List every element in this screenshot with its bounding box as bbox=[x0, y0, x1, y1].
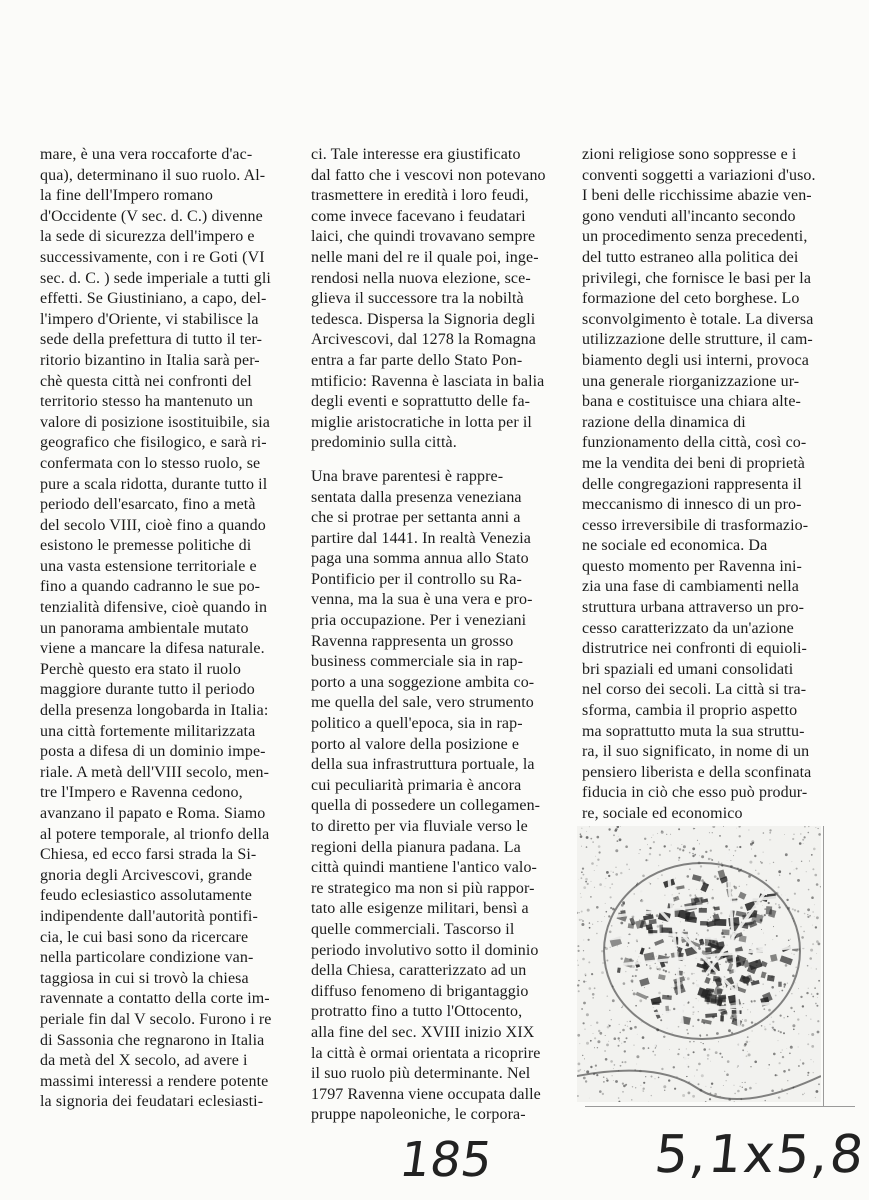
text-line: nella particolare condizione van- bbox=[40, 949, 254, 967]
text-line: periale fin dal V secolo. Furono i re bbox=[40, 1010, 272, 1028]
text-line: posta a difesa di un dominio impe- bbox=[40, 743, 266, 761]
text-line: predominio sulla città. bbox=[311, 434, 457, 452]
text-column-left bbox=[40, 145, 302, 1113]
text-line: sforma, cambia il proprio aspetto bbox=[582, 702, 798, 720]
text-line: regioni della pianura padana. La bbox=[311, 838, 521, 856]
text-line: cesso irreversibile di trasformazio- bbox=[582, 516, 809, 534]
text-line: trasmettere in eredità i loro feudi, bbox=[311, 187, 529, 205]
text-line: tre l'Impero e Ravenna cedono, bbox=[40, 784, 243, 802]
text-line: ritorio bizantino in Italia sarà per- bbox=[40, 351, 260, 369]
text-line: re strategico ma non si più rappor- bbox=[311, 879, 535, 897]
scan-line-bottom bbox=[585, 1106, 855, 1107]
text-line: ma soprattutto muta la sua struttu- bbox=[582, 722, 805, 740]
text-line: ci. Tale interesse era giustificato bbox=[311, 146, 521, 163]
text-line: me la vendita dei beni di proprietà bbox=[582, 454, 805, 472]
text-line: fiducia in ciò che esso può produr- bbox=[582, 784, 808, 802]
text-line: entra a far parte dello Stato Pon- bbox=[311, 351, 523, 369]
text-line: Ravenna rappresenta un grosso bbox=[311, 632, 514, 650]
text-line: privilegi, che fornisce le basi per la bbox=[582, 269, 812, 287]
text-line: zia una fase di cambiamenti nella bbox=[582, 578, 799, 596]
text-line: pensiero liberista e della sconfinata bbox=[582, 763, 812, 781]
text-line: quelle commerciali. Tascorso il bbox=[311, 920, 515, 938]
text-line: distrutrice nei confronti di equioli- bbox=[582, 640, 807, 658]
text-line: paga una somma annua allo Stato bbox=[311, 550, 529, 568]
text-line: una generale riorganizzazione ur- bbox=[582, 372, 800, 390]
text-line: qua), determinano il suo ruolo. Al- bbox=[40, 166, 266, 184]
text-line: biamento degli usi interni, provoca bbox=[582, 351, 809, 369]
text-line: diffuso fenomeno di brigantaggio bbox=[311, 982, 529, 1000]
text-line: partire dal 1441. In realtà Venezia bbox=[311, 529, 531, 547]
text-line: tato alle esigenze militari, bensì a bbox=[311, 900, 529, 918]
text-line: porto al valore della posizione e bbox=[311, 735, 520, 753]
text-line: alla fine del sec. XVIII inizio XIX bbox=[311, 1023, 535, 1041]
text-line: successivamente, con i re Goti (VI bbox=[40, 248, 265, 266]
city-map-icon bbox=[577, 826, 821, 1102]
text-line: l'impero d'Oriente, vi stabilisce la bbox=[40, 310, 259, 328]
text-column-middle bbox=[311, 145, 573, 1126]
text-line: nelle mani del re il quale poi, inge- bbox=[311, 248, 539, 266]
text-line: al potere temporale, al trionfo della bbox=[40, 825, 270, 843]
paragraph-middle-2 bbox=[311, 467, 573, 1126]
text-line: massimi interessi a rendere potente bbox=[40, 1072, 269, 1090]
text-line: la signoria dei feudatari eclesiasti- bbox=[40, 1093, 264, 1111]
city-map-figure bbox=[577, 826, 821, 1102]
text-line: periodo dell'esarcato, fino a metà bbox=[40, 496, 256, 514]
text-line: come invece facevano i feudatari bbox=[311, 207, 526, 225]
text-line: ne sociale ed economica. Da bbox=[582, 537, 768, 555]
text-line: nel corso dei secoli. La città si tra- bbox=[582, 681, 807, 699]
paragraph-middle-1 bbox=[311, 145, 573, 454]
text-line: cesso caratterizzato da un'azione bbox=[582, 619, 794, 637]
text-line: utilizzazione delle strutture, il cam- bbox=[582, 331, 813, 349]
text-line: funzionamento della città, così co- bbox=[582, 434, 807, 452]
text-line: rendosi nella nuova elezione, sce- bbox=[311, 269, 531, 287]
text-line: ra, il suo significato, in nome di un bbox=[582, 743, 810, 761]
text-line: Perchè questo era stato il ruolo bbox=[40, 660, 241, 678]
text-line: mare, è una vera roccaforte d'ac- bbox=[40, 146, 253, 163]
text-line: pruppe napoleoniche, le corpora- bbox=[311, 1106, 526, 1124]
handwritten-page-number: 185 bbox=[396, 1132, 496, 1188]
text-line: pria occupazione. Per i veneziani bbox=[311, 612, 527, 630]
text-line: glieva il successore tra la nobiltà bbox=[311, 290, 524, 308]
text-line: Arcivescovi, dal 1278 la Romagna bbox=[311, 331, 536, 349]
text-line: gnoria degli Arcivescovi, grande bbox=[40, 866, 253, 884]
scan-line-right bbox=[823, 826, 824, 1106]
text-line: sede della prefettura di tutto il ter- bbox=[40, 331, 263, 349]
text-line: to diretto per via fluviale verso le bbox=[311, 818, 528, 835]
text-line: gono venduti all'incanto secondo bbox=[582, 207, 796, 225]
text-line: della Chiesa, caratterizzato ad un bbox=[311, 962, 527, 980]
text-line: sentata dalla presenza veneziana bbox=[311, 488, 522, 506]
text-column-right bbox=[582, 145, 844, 825]
text-line: viene a mancare la difesa naturale. bbox=[40, 640, 265, 658]
text-line: razione della dinamica di bbox=[582, 413, 746, 431]
text-line: laici, che quindi trovavano sempre bbox=[311, 228, 536, 246]
text-line: d'Occidente (V sec. d. C.) divenne bbox=[40, 207, 263, 225]
text-line: la fine dell'Impero romano bbox=[40, 187, 213, 205]
text-line: porto a una soggezione ambita co- bbox=[311, 673, 535, 691]
text-line: meccanismo di innesco di un pro- bbox=[582, 496, 802, 514]
text-line: bana e costituisce una chiara alte- bbox=[582, 393, 801, 411]
text-line: fino a quando cadranno le sue po- bbox=[40, 578, 261, 596]
text-line: effetti. Se Giustiniano, a capo, del- bbox=[40, 290, 267, 308]
text-line: bri spaziali ed umani consolidati bbox=[582, 660, 794, 678]
text-line: me quella del sale, vero strumento bbox=[311, 694, 534, 712]
text-line: conventi soggetti a variazioni d'uso. bbox=[582, 166, 816, 184]
text-line: Pontificio per il controllo su Ra- bbox=[311, 570, 522, 588]
text-line: dal fatto che i vescovi non potevano bbox=[311, 166, 546, 184]
text-line: sec. d. C. ) sede imperiale a tutti gli bbox=[40, 269, 271, 287]
text-line: business commerciale sia in rap- bbox=[311, 653, 524, 671]
text-line: tenzialità difensive, cioè quando in bbox=[40, 599, 268, 617]
text-line: una città fortemente militarizzata bbox=[40, 722, 256, 740]
text-line: la città è ormai orientata a ricoprire bbox=[311, 1044, 541, 1062]
handwritten-dimension-note: 5,1x5,8 bbox=[651, 1125, 869, 1185]
text-line: mtificio: Ravenna è lasciata in balia bbox=[311, 372, 545, 390]
text-line: questo momento per Ravenna ini- bbox=[582, 557, 802, 575]
text-line: quella di possedere un collegamen- bbox=[311, 797, 541, 815]
text-line: valore di posizione isostituibile, sia bbox=[40, 413, 270, 431]
text-line: una vasta estensione territoriale e bbox=[40, 557, 257, 575]
text-line: confermata con lo stesso ruolo, se bbox=[40, 454, 261, 472]
text-line: chè questa città nei confronti del bbox=[40, 372, 252, 390]
text-line: re, sociale ed economico bbox=[582, 805, 743, 822]
text-line: feudo eclesiastico assolutamente bbox=[40, 887, 253, 905]
text-line: ravennate a contatto della corte im- bbox=[40, 990, 270, 1008]
text-line: zioni religiose sono soppresse e i bbox=[582, 146, 797, 163]
text-line: del tutto estraneo alla politica dei bbox=[582, 248, 799, 266]
text-line: da metà del X secolo, ad avere i bbox=[40, 1052, 248, 1070]
text-line: periodo involutivo sotto il dominio bbox=[311, 941, 539, 959]
text-line: geografico che fisilogico, e sarà ri- bbox=[40, 434, 267, 452]
text-line: esistono le premesse politiche di bbox=[40, 537, 252, 555]
text-line: di Sassonia che regnarono in Italia bbox=[40, 1031, 265, 1049]
text-line: del secolo VIII, cioè fino a quando bbox=[40, 516, 266, 534]
text-line: tedesca. Dispersa la Signoria degli bbox=[311, 310, 536, 328]
text-line: Una brave parentesi è rappre- bbox=[311, 467, 504, 485]
text-line: struttura urbana attraverso un pro- bbox=[582, 599, 805, 617]
text-line: territorio stesso ha mantenuto un bbox=[40, 393, 254, 411]
text-line: delle congregazioni rappresenta il bbox=[582, 475, 802, 493]
text-line: che si protrae per settanta anni a bbox=[311, 509, 521, 527]
text-line: cui peculiarità primaria è ancora bbox=[311, 776, 522, 794]
text-line: Chiesa, ed ecco farsi strada la Si- bbox=[40, 846, 257, 864]
text-line: maggiore durante tutto il periodo bbox=[40, 681, 255, 699]
text-line: pure a scala ridotta, durante tutto il bbox=[40, 475, 268, 493]
text-line: politico a quell'epoca, sia in rap- bbox=[311, 715, 523, 733]
text-line: sconvolgimento è totale. La diversa bbox=[582, 310, 814, 328]
text-line: miglie aristocratiche in lotta per il bbox=[311, 413, 532, 431]
text-line: protratto fino a tutto l'Ottocento, bbox=[311, 1003, 523, 1021]
text-line: avanzano il papato e Roma. Siamo bbox=[40, 805, 266, 822]
text-line: formazione del ceto borghese. Lo bbox=[582, 290, 800, 308]
text-line: un panorama ambientale mutato bbox=[40, 619, 249, 637]
text-line: città quindi mantiene l'antico valo- bbox=[311, 859, 537, 877]
text-line: della sua infrastruttura portuale, la bbox=[311, 756, 535, 774]
text-line: riale. A metà dell'VIII secolo, men- bbox=[40, 763, 270, 781]
text-line: venna, ma la sua è una vera e pro- bbox=[311, 591, 533, 609]
text-line: un procedimento senza precedenti, bbox=[582, 228, 808, 246]
text-line: la sede di sicurezza dell'impero e bbox=[40, 228, 255, 246]
text-line: il suo ruolo più determinante. Nel bbox=[311, 1065, 531, 1083]
text-line: I beni delle ricchissime abazie ven- bbox=[582, 187, 812, 205]
text-line: della presenza longobarda in Italia: bbox=[40, 702, 269, 720]
text-line: taggiosa in cui si trovò la chiesa bbox=[40, 969, 249, 987]
text-line: cia, le cui basi sono da ricercare bbox=[40, 928, 249, 946]
text-line: 1797 Ravenna viene occupata dalle bbox=[311, 1085, 541, 1103]
text-line: degli eventi e soprattutto delle fa- bbox=[311, 393, 531, 411]
text-line: indipendente dall'autorità pontifi- bbox=[40, 907, 258, 925]
